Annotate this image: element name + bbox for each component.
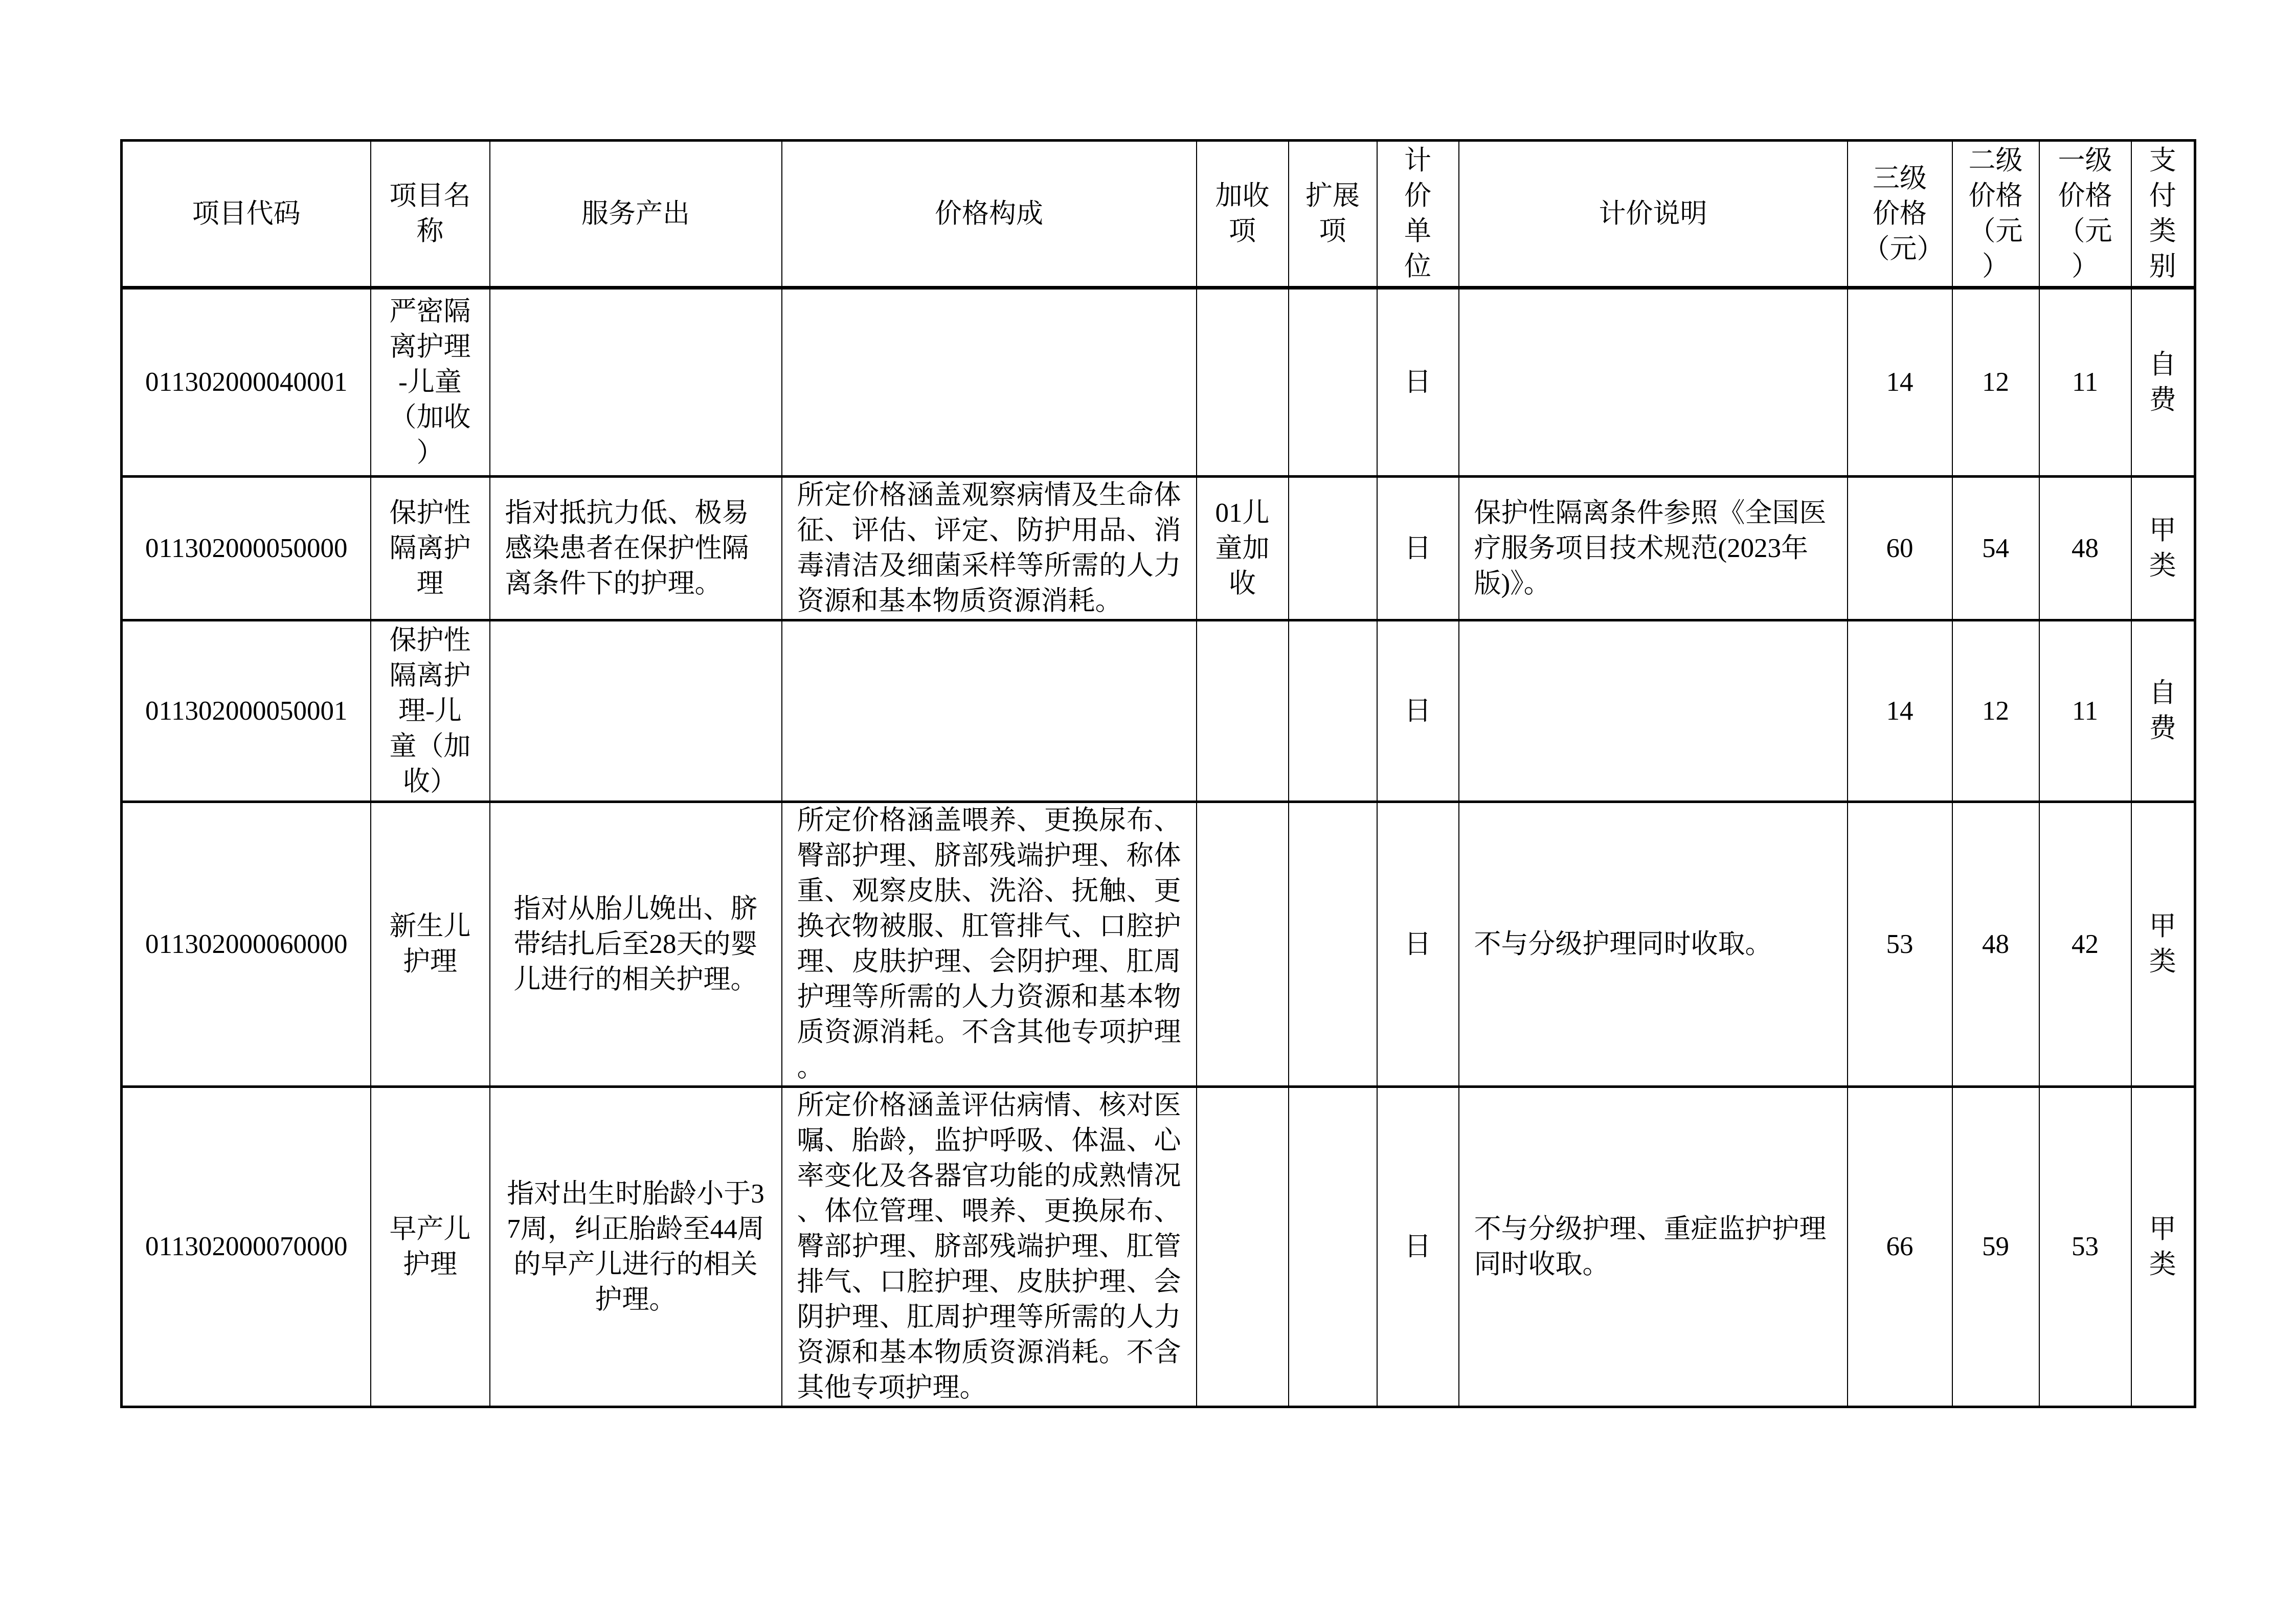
cell-service-output: 指对出生时胎龄小于37周，纠正胎龄至44周的早产儿进行的相关护理。	[490, 1087, 782, 1407]
cell-price-tier1: 11	[2039, 620, 2131, 802]
header-cell-name: 项目名称	[371, 141, 490, 288]
cell-price-tier3: 60	[1848, 477, 1952, 620]
cell-pricing-note: 不与分级护理、重症监护护理同时收取。	[1459, 1087, 1848, 1407]
cell-pricing-unit: 日	[1377, 620, 1459, 802]
cell-price-tier3: 66	[1848, 1087, 1952, 1407]
cell-price-tier1: 53	[2039, 1087, 2131, 1407]
header-cell-code: 项目代码	[122, 141, 371, 288]
cell-name: 早产儿护理	[371, 1087, 490, 1407]
cell-extension-item	[1289, 1087, 1377, 1407]
cell-name: 保护性隔离护理-儿童（加收）	[371, 620, 490, 802]
cell-addon-item	[1197, 802, 1289, 1087]
price-table	[120, 139, 2196, 1408]
table-header-row	[122, 141, 2195, 288]
cell-price-tier2: 12	[1952, 288, 2039, 477]
cell-code: 011302000050001	[122, 620, 371, 802]
cell-price-composition	[782, 288, 1197, 477]
cell-addon-item: 01儿童加收	[1197, 477, 1289, 620]
cell-pricing-note: 不与分级护理同时收取。	[1459, 802, 1848, 1087]
cell-payment-category: 甲类	[2131, 802, 2195, 1087]
header-cell-extension-item: 扩展项	[1289, 141, 1377, 288]
header-cell-pricing-note: 计价说明	[1459, 141, 1848, 288]
header-cell-price-tier2: 二级价格（元）	[1952, 141, 2039, 288]
header-cell-addon-item: 加收项	[1197, 141, 1289, 288]
cell-pricing-unit: 日	[1377, 802, 1459, 1087]
cell-name: 新生儿护理	[371, 802, 490, 1087]
cell-price-composition: 所定价格涵盖评估病情、核对医嘱、胎龄，监护呼吸、体温、心率变化及各器官功能的成熟情况、体位管理、喂养、更换尿布、臀部护理、脐部残端护理、肛管排气、口腔护理、皮肤护理、会阴护理、肛周护理等所需的人力资源和基本物质资源消耗。不含其他专项护理。	[782, 1087, 1197, 1407]
cell-price-tier2: 48	[1952, 802, 2039, 1087]
header-cell-price-tier3: 三级价格（元）	[1848, 141, 1952, 288]
cell-code: 011302000070000	[122, 1087, 371, 1407]
cell-pricing-note: 保护性隔离条件参照《全国医疗服务项目技术规范(2023年版)》。	[1459, 477, 1848, 620]
cell-price-tier3: 14	[1848, 288, 1952, 477]
header-cell-service-output: 服务产出	[490, 141, 782, 288]
cell-name: 保护性隔离护理	[371, 477, 490, 620]
cell-price-tier1: 11	[2039, 288, 2131, 477]
cell-service-output: 指对从胎儿娩出、脐带结扎后至28天的婴儿进行的相关护理。	[490, 802, 782, 1087]
cell-payment-category: 甲类	[2131, 477, 2195, 620]
cell-code: 011302000060000	[122, 802, 371, 1087]
cell-payment-category: 甲类	[2131, 1087, 2195, 1407]
table-body	[122, 288, 2195, 1407]
cell-addon-item	[1197, 1087, 1289, 1407]
cell-extension-item	[1289, 802, 1377, 1087]
cell-code: 011302000040001	[122, 288, 371, 477]
cell-price-tier1: 48	[2039, 477, 2131, 620]
table-row	[122, 620, 2195, 802]
cell-price-tier2: 59	[1952, 1087, 2039, 1407]
cell-price-tier2: 12	[1952, 620, 2039, 802]
header-cell-payment-category: 支付类别	[2131, 141, 2195, 288]
cell-pricing-unit: 日	[1377, 477, 1459, 620]
cell-price-composition: 所定价格涵盖观察病情及生命体征、评估、评定、防护用品、消毒清洁及细菌采样等所需的人力资源和基本物质资源消耗。	[782, 477, 1197, 620]
cell-price-tier1: 42	[2039, 802, 2131, 1087]
cell-price-tier3: 14	[1848, 620, 1952, 802]
cell-extension-item	[1289, 477, 1377, 620]
cell-addon-item	[1197, 288, 1289, 477]
cell-service-output	[490, 620, 782, 802]
cell-extension-item	[1289, 620, 1377, 802]
table-row	[122, 288, 2195, 477]
header-cell-price-tier1: 一级价格（元）	[2039, 141, 2131, 288]
cell-pricing-unit: 日	[1377, 288, 1459, 477]
table-row	[122, 802, 2195, 1087]
cell-addon-item	[1197, 620, 1289, 802]
cell-payment-category: 自费	[2131, 288, 2195, 477]
cell-extension-item	[1289, 288, 1377, 477]
cell-code: 011302000050000	[122, 477, 371, 620]
cell-payment-category: 自费	[2131, 620, 2195, 802]
cell-pricing-unit: 日	[1377, 1087, 1459, 1407]
cell-pricing-note	[1459, 620, 1848, 802]
cell-price-composition: 所定价格涵盖喂养、更换尿布、臀部护理、脐部残端护理、称体重、观察皮肤、洗浴、抚触、更换衣物被服、肛管排气、口腔护理、皮肤护理、会阴护理、肛周护理等所需的人力资源和基本物质资源消耗。不含其他专项护理。	[782, 802, 1197, 1087]
cell-price-composition	[782, 620, 1197, 802]
table-row	[122, 477, 2195, 620]
cell-pricing-note	[1459, 288, 1848, 477]
cell-name: 严密隔离护理-儿童（加收）	[371, 288, 490, 477]
cell-service-output: 指对抵抗力低、极易感染患者在保护性隔离条件下的护理。	[490, 477, 782, 620]
cell-service-output	[490, 288, 782, 477]
table-row	[122, 1087, 2195, 1407]
header-cell-pricing-unit: 计价单位	[1377, 141, 1459, 288]
cell-price-tier3: 53	[1848, 802, 1952, 1087]
cell-price-tier2: 54	[1952, 477, 2039, 620]
header-cell-price-composition: 价格构成	[782, 141, 1197, 288]
